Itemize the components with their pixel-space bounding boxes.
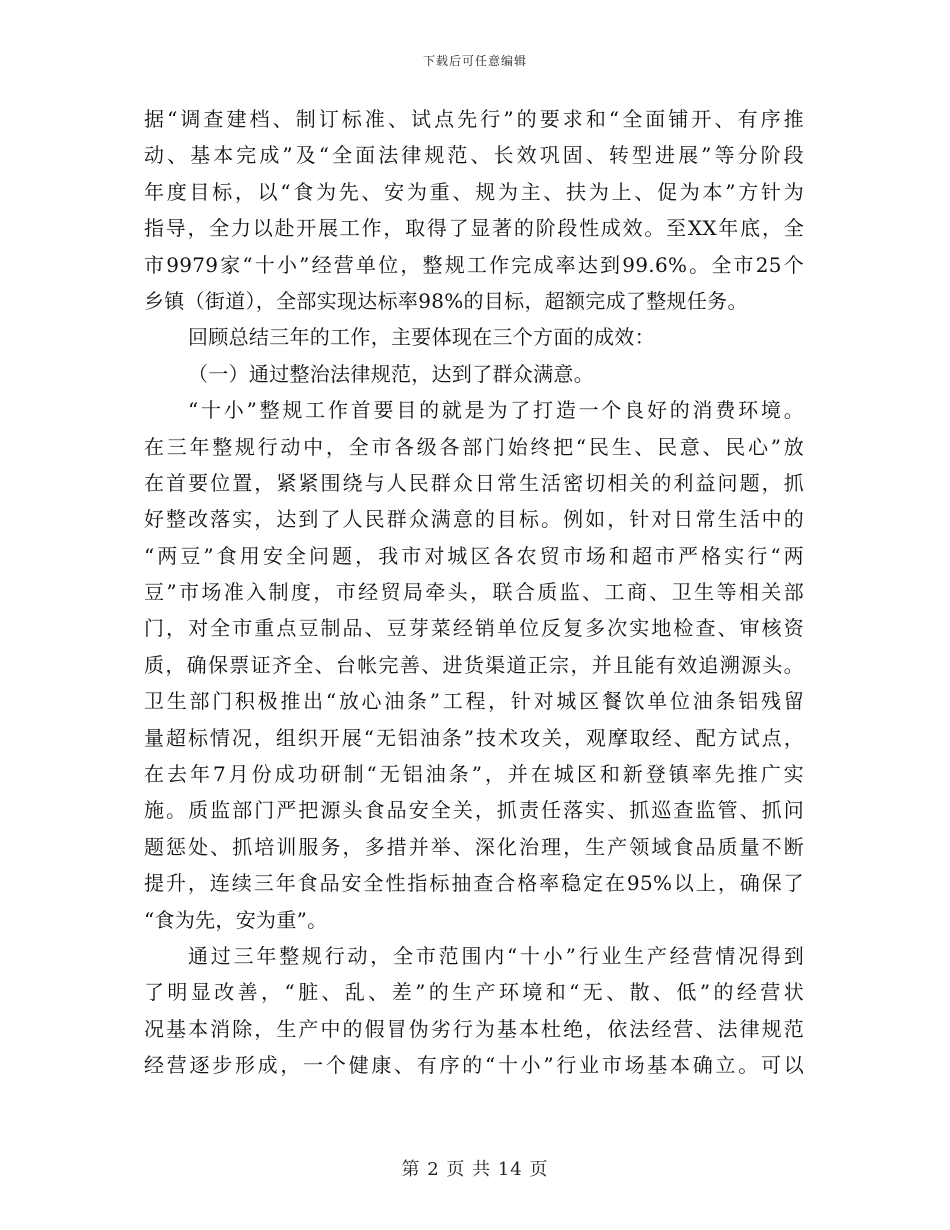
- text-line: 了明显改善，“脏、乱、差”的生产环境和“无、散、低”的经营状: [144, 980, 804, 1005]
- text-line: “两豆”食用安全问题，我市对城区各农贸市场和超市严格实行“两: [144, 543, 804, 568]
- text-line: “十小”整规工作首要目的就是为了打造一个良好的消费环境。: [188, 398, 804, 423]
- text-line: 豆”市场准入制度，市经贸局牵头，联合质监、工商、卫生等相关部: [144, 580, 804, 605]
- text-line: 施。质监部门严把源头食品安全关，抓责任落实、抓巡查监管、抓问: [144, 798, 804, 823]
- text-line: 质，确保票证齐全、台帐完善、进货渠道正宗，并且能有效追溯源头。: [144, 652, 804, 677]
- text-line: 提升，连续三年食品安全性指标抽查合格率稳定在95%以上，确保了: [144, 871, 804, 896]
- text-line: 经营逐步形成，一个健康、有序的“十小”行业市场基本确立。可以: [144, 1053, 804, 1078]
- page-header: 下载后可任意编辑: [422, 54, 527, 68]
- text-line: 指导，全力以赴开展工作，取得了显著的阶段性成效。至XX年底，全: [144, 216, 804, 241]
- text-line: 量超标情况，组织开展“无铝油条”技术攻关，观摩取经、配方试点，: [144, 725, 804, 750]
- text-line: 门，对全市重点豆制品、豆芽菜经销单位反复多次实地检查、审核资: [144, 616, 804, 641]
- document-body: [144, 101, 804, 1084]
- text-line: 市9979家“十小”经营单位，整规工作完成率达到99.6%。全市25个: [144, 252, 804, 277]
- text-line: “食为先，安为重”。: [144, 907, 328, 932]
- text-line: 动、基本完成”及“全面法律规范、长效巩固、转型进展”等分阶段: [144, 143, 804, 168]
- text-line: 好整改落实，达到了人民群众满意的目标。例如，针对日常生活中的: [144, 507, 804, 532]
- text-line: 题惩处、抓培训服务，多措并举、深化治理，生产领域食品质量不断: [144, 834, 804, 859]
- text-line: 乡镇（街道），全部实现达标率98%的目标，超额完成了整规任务。: [144, 288, 748, 313]
- text-line: 通过三年整规行动，全市范围内“十小”行业生产经营情况得到: [188, 943, 804, 968]
- section-heading: （一）通过整治法律规范，达到了群众满意。: [188, 361, 594, 386]
- text-line: 回顾总结三年的工作，主要体现在三个方面的成效：: [188, 325, 655, 350]
- text-line: 在三年整规行动中，全市各级各部门始终把“民生、民意、民心”放: [144, 434, 804, 459]
- text-line: 况基本消除，生产中的假冒伪劣行为基本杜绝，依法经营、法律规范: [144, 1016, 804, 1041]
- text-line: 卫生部门积极推出“放心油条”工程，针对城区餐饮单位油条铝残留: [144, 689, 804, 714]
- page-footer: 第 2 页 共 14 页: [401, 1159, 549, 1180]
- text-line: 据“调查建档、制订标准、试点先行”的要求和“全面铺开、有序推: [144, 107, 804, 131]
- text-line: 在去年7月份成功研制“无铝油条”，并在城区和新登镇率先推广实: [144, 762, 804, 787]
- text-line: 在首要位置，紧紧围绕与人民群众日常生活密切相关的利益问题，抓: [144, 470, 804, 495]
- text-line: 年度目标，以“食为先、安为重、规为主、扶为上、促为本”方针为: [144, 179, 804, 204]
